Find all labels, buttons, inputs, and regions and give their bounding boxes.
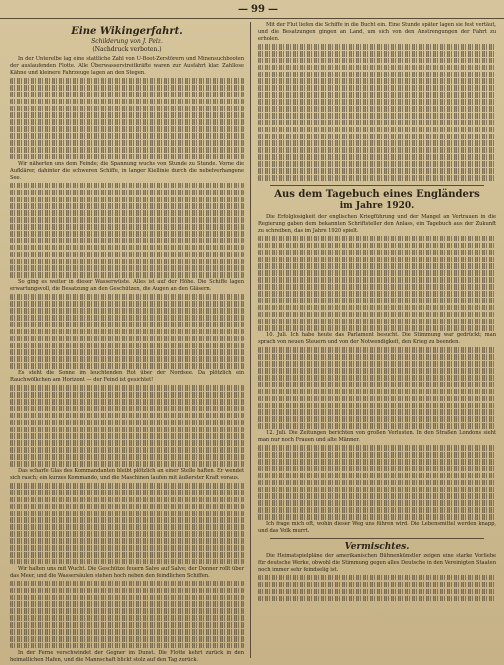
misc-title: Vermischtes. bbox=[344, 541, 410, 552]
text-block bbox=[10, 77, 244, 161]
text-block bbox=[10, 181, 244, 279]
article-paragraph: 10. Juli. Ich habe heute das Parlament besucht. Die Stimmung war gedrückt; man sprach von neuen Steuern und von der Notwendigkeit, den Krieg zu beenden. bbox=[258, 332, 496, 346]
article-paragraph: Das scharfe Glas des Kommandanten bleibt plötzlich an einer Stelle haften. Er wendet sich rasch; ein kurzes Kommando, und die Maschinen laufen mit äußerster Kraft voraus. bbox=[10, 467, 244, 481]
text-block bbox=[258, 43, 496, 182]
header-dash-left: — bbox=[238, 4, 248, 15]
text-block bbox=[10, 384, 244, 468]
article-title: Eine Wikingerfahrt. bbox=[71, 26, 183, 37]
text-block bbox=[10, 580, 244, 650]
article-paragraph: Wir näherten uns dem Feinde; die Spannung wuchs von Stunde zu Stunde. Vorne die Aufklärer, dahinter die schweren Schiffe, in langer Kiellinie durch die nebelverhangene See. bbox=[10, 160, 244, 181]
reprint-note: (Nachdruck verboten.) bbox=[92, 46, 162, 53]
header-dash-right: — bbox=[268, 4, 278, 15]
right-column bbox=[258, 22, 496, 602]
article-byline: Schilderung von J. Pelz. bbox=[91, 38, 163, 45]
section-rule bbox=[270, 538, 484, 539]
text-block bbox=[258, 235, 496, 333]
article-paragraph: In der Ferne verschwindet der Gegner im Dunst. Die Flotte kehrt zurück in den heimatlichen Hafen, und die Mannschaft blickt stolz auf den Tag zurück. bbox=[10, 649, 244, 663]
article-paragraph: Die Heimatspielpläne der amerikanischen Bühnenkünstler zeigen eine starke Vorliebe für deutsche Werke, obwohl die Stimmung gegen alles Deutsche in den Vereinigten Staaten noch immer sehr feindselig ist. bbox=[258, 552, 496, 573]
left-column bbox=[10, 22, 244, 664]
text-block bbox=[10, 293, 244, 370]
article-paragraph: Es steht die Sonne im leuchtenden Rot über der Nordsee. Da plötzlich ein Rauchwölkchen am Horizont — der Feind ist gesichtet! bbox=[10, 370, 244, 383]
page-number: 99 bbox=[251, 4, 265, 15]
column-divider bbox=[250, 22, 251, 658]
article-paragraph: Ich frage mich oft, wohin dieser Weg uns führen wird. Die Lebensmittel werden knapp, und das Volk murrt. bbox=[258, 521, 496, 534]
article-paragraph: Wir halten uns mit Wucht. Die Geschütze feuern Salve auf Salve; der Donner rollt über das Meer, und die Wassersäulen stehen hoch neben den feindlichen Schiffen. bbox=[10, 565, 244, 579]
article-paragraph: Die Erfolglosigkeit der englischen Kriegführung und der Mangel an Vertrauen in die Regierung gaben dem bekannten Schriftsteller den Anlass, ein Tagebuch aus der Zukunft zu schreiben, das im Jahre 1920 spielt. bbox=[258, 213, 496, 234]
article-paragraph: Mit der Flut liefen die Schiffe in die Bucht ein. Eine Stunde später lagen sie fest vertäut, und die Besatzungen gingen an Land, um sich von den Anstrengungen der Fahrt zu erholen. bbox=[258, 22, 496, 42]
article-paragraph: In der Unterelbe lag eine stattliche Zahl von U-Boot-Zerstörern und Minensuchbooten der auslaufenden Flotte. Alle Überwasserstreitkräfte waren zur Ausfahrt klar. Zahllose Kähne und kleinere Fahrzeuge lagen an den Stegen. bbox=[10, 56, 244, 76]
page-header bbox=[0, 4, 504, 19]
text-block bbox=[10, 482, 244, 566]
text-block bbox=[258, 444, 496, 521]
section-title: Aus dem Tagebuch eines Engländers bbox=[274, 188, 480, 200]
article-paragraph: 12. Juli. Die Zeitungen berichten von großen Verlusten. In den Straßen Londons sieht man nur noch Frauen und alte Männer. bbox=[258, 430, 496, 444]
text-block bbox=[258, 346, 496, 430]
section-rule bbox=[270, 185, 484, 186]
text-block bbox=[258, 574, 496, 603]
article-paragraph: So ging es weiter in dieser Wasserwüste. Alles ist auf der Höhe. Die Schiffe lagen erwartungsvoll, die Besatzung an den Geschützen, die Augen an den Gläsern. bbox=[10, 279, 244, 293]
section-subtitle: im Jahre 1920. bbox=[339, 200, 415, 211]
